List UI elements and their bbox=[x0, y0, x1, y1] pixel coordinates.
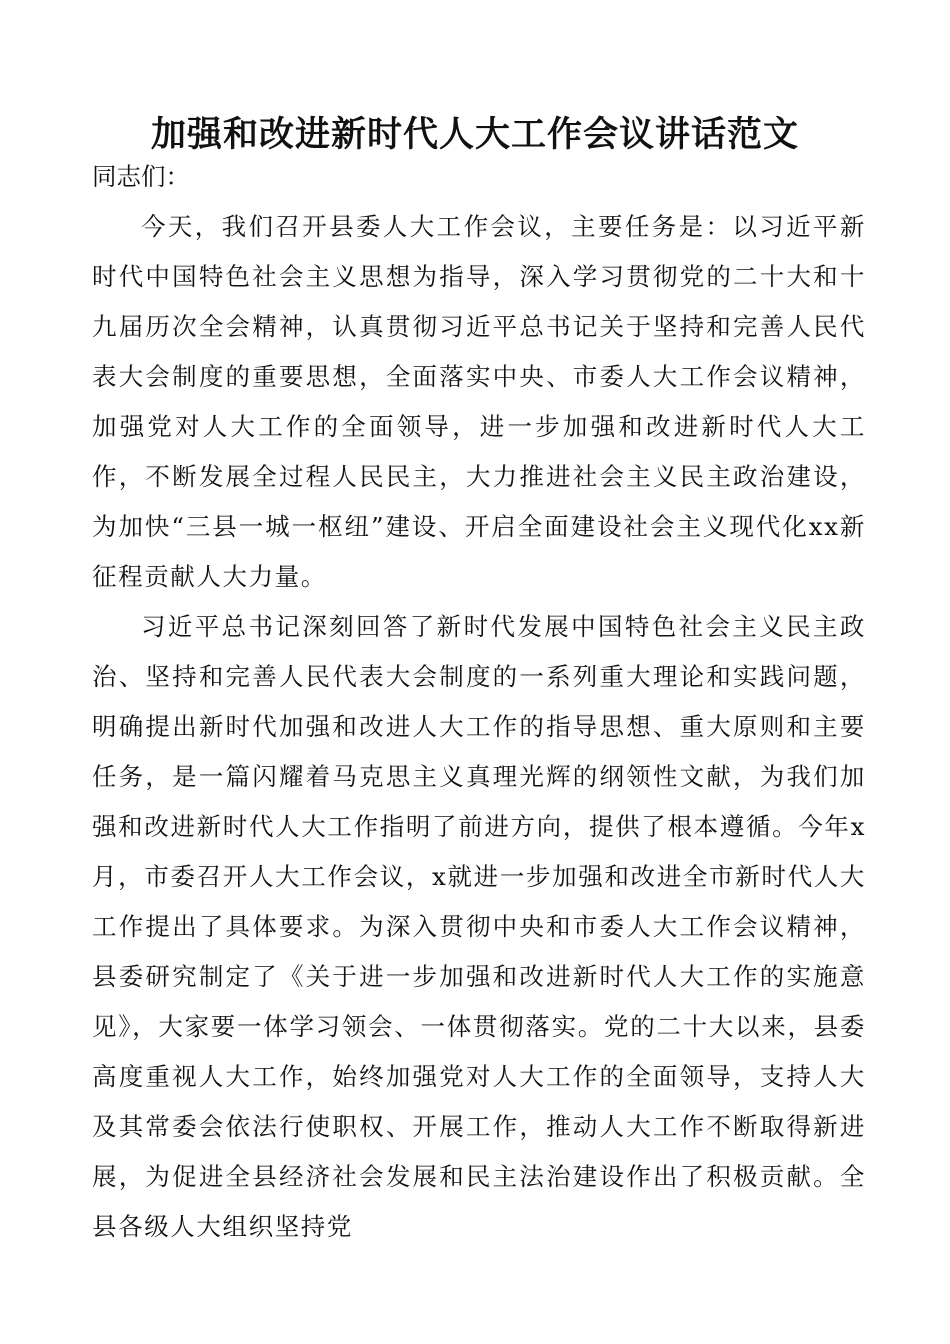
paragraph-1: 今天，我们召开县委人大工作会议，主要任务是：以习近平新时代中国特色社会主义思想为指导，深入学习贯彻党的二十大和十九届历次全会精神，认真贯彻习近平总书记关于坚持和完善人民代表大会制度的重要思想，全面落实中央、市委人大工作会议精神，加强党对人大工作的全面领导，进一步加强和改进新时代人大工作，不断发展全过程人民民主，大力推进社会主义民主政治建设，为加快“三县一城一枢纽”建设、开启全面建设社会主义现代化xx新征程贡献人大力量。 bbox=[92, 212, 866, 591]
paragraph-2: 习近平总书记深刻回答了新时代发展中国特色社会主义民主政治、坚持和完善人民代表大会制度的一系列重大理论和实践问题，明确提出新时代加强和改进人大工作的指导思想、重大原则和主要任务，是一篇闪耀着马克思主义真理光辉的纲领性文献，为我们加强和改进新时代人大工作指明了前进方向，提供了根本遵循。今年x月，市委召开人大工作会议，x就进一步加强和改进全市新时代人大工作提出了具体要求。为深入贯彻中央和市委人大工作会议精神，县委研究制定了《关于进一步加强和改进新时代人大工作的实施意见》，大家要一体学习领会、一体贯彻落实。党的二十大以来，县委高度重视人大工作，始终加强党对人大工作的全面领导，支持人大及其常委会依法行使职权、开展工作，推动人大工作不断取得新进展，为促进全县经济社会发展和民主法治建设作出了积极贡献。全县各级人大组织坚持党 bbox=[92, 612, 866, 1241]
document-body bbox=[92, 202, 866, 1252]
salutation: 同志们： bbox=[92, 162, 190, 191]
document-title: 加强和改进新时代人大工作会议讲话范文 bbox=[150, 115, 799, 155]
